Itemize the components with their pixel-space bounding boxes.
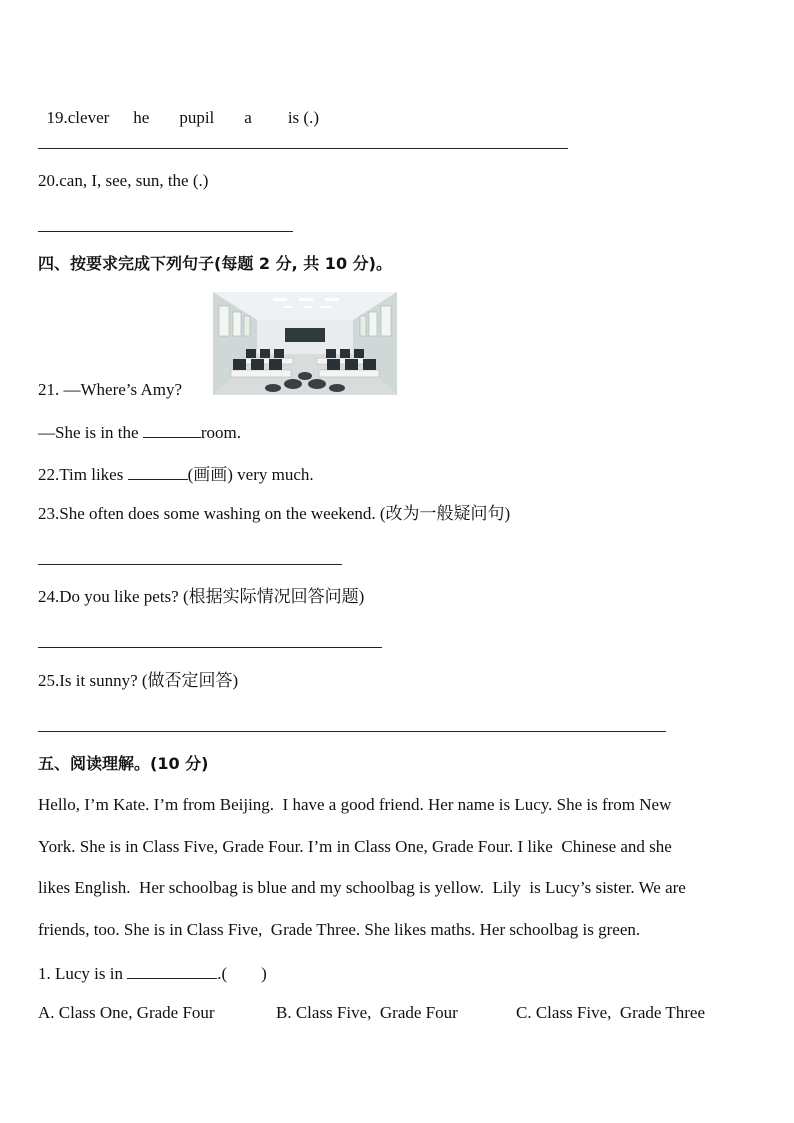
question-25: 25.Is it sunny? (做否定回答) <box>38 671 239 690</box>
q23-answer-line[interactable] <box>38 564 342 565</box>
option-a[interactable]: A. Class One, Grade Four <box>38 1003 215 1022</box>
q19-word-1: clever <box>67 108 110 127</box>
q21-blank[interactable] <box>143 421 201 438</box>
rq1-suffix: .( ) <box>217 964 267 983</box>
question-24: 24.Do you like pets? (根据实际情况回答问题) <box>38 587 365 606</box>
rq1-prefix: 1. Lucy is in <box>38 964 128 983</box>
section-5-heading: 五、阅读理解。(10 分) <box>38 754 209 773</box>
section-4-heading: 四、按要求完成下列句子(每题 2 分, 共 10 分)。 <box>38 254 392 273</box>
q20-answer-line[interactable] <box>38 231 293 232</box>
q22-blank[interactable] <box>128 463 188 480</box>
question-20: 20.can, I, see, sun, the (.) <box>38 171 209 190</box>
passage-line: York. She is in Class Five, Grade Four. I’m in Class One, Grade Four. I like Chinese and she <box>38 837 672 856</box>
q21-answer <box>38 421 241 443</box>
q19-word-5: is (.) <box>287 108 319 127</box>
q19-number: 19. <box>46 108 68 127</box>
question-23: 23.She often does some washing on the weekend. (改为一般疑问句) <box>38 504 511 523</box>
option-c[interactable]: C. Class Five, Grade Three <box>516 1003 706 1022</box>
q25-answer-line[interactable] <box>38 731 666 732</box>
q21-answer-prefix: —She is in the <box>38 423 143 442</box>
question-19 <box>38 88 319 128</box>
question-21: 21. —Where’s Amy? <box>38 380 182 399</box>
rq1-blank[interactable] <box>127 962 217 979</box>
option-b[interactable]: B. Class Five, Grade Four <box>276 1003 458 1022</box>
passage-line: likes English. Her schoolbag is blue and my schoolbag is yellow. Lily is Lucy’s sister. We are <box>38 878 686 897</box>
q24-answer-line[interactable] <box>38 647 382 648</box>
q19-word-3: pupil <box>179 108 215 127</box>
q19-answer-line[interactable] <box>38 148 568 149</box>
q19-word-2: he <box>133 108 150 127</box>
q22-suffix: (画画) very much. <box>187 465 314 484</box>
q19-word-4: a <box>244 108 252 127</box>
computer-room-photo <box>213 292 397 395</box>
reading-question-1 <box>38 962 267 984</box>
question-22 <box>38 463 314 485</box>
q21-answer-suffix: room. <box>200 423 241 442</box>
passage-line: Hello, I’m Kate. I’m from Beijing. I have a good friend. Her name is Lucy. She is from New <box>38 795 672 814</box>
q22-prefix: 22.Tim likes <box>38 465 128 484</box>
passage-line: friends, too. She is in Class Five, Grade Three. She likes maths. Her schoolbag is green. <box>38 920 641 939</box>
